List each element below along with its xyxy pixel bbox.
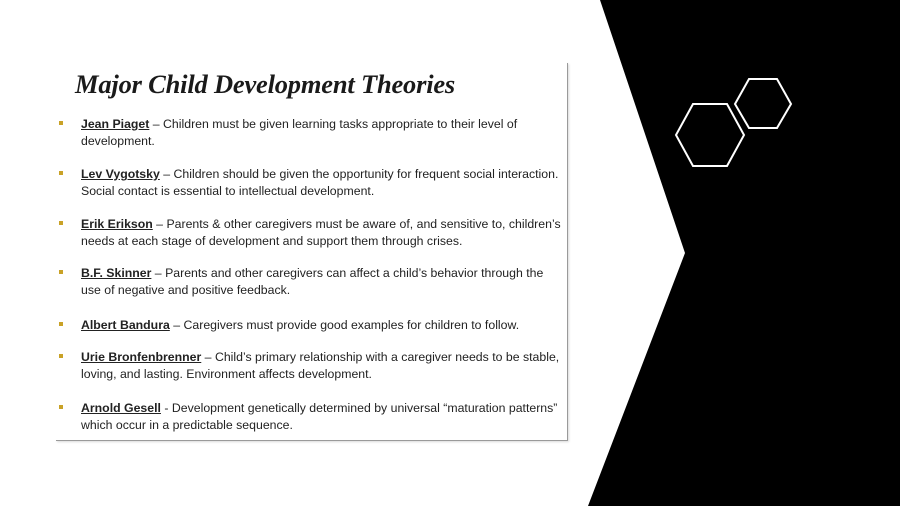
theory-description: Children must be given learning tasks appropriate to their level of development.: [81, 117, 518, 148]
theorist-name: Albert Bandura: [81, 318, 170, 332]
theory-text: [81, 166, 563, 200]
hexagon-outline-icon: [676, 104, 744, 166]
theory-text: [81, 265, 563, 299]
bullet-icon: [59, 121, 63, 125]
theorist-name: Jean Piaget: [81, 117, 150, 131]
theorist-name: B.F. Skinner: [81, 266, 152, 280]
theorist-name: Arnold Gesell: [81, 401, 161, 415]
bullet-icon: [59, 354, 63, 358]
bullet-icon: [59, 171, 63, 175]
theorist-name: Lev Vygotsky: [81, 167, 160, 181]
separator: –: [169, 318, 184, 332]
separator: –: [149, 117, 164, 131]
theory-text: [81, 116, 563, 150]
hexagon-outline-icon: [735, 79, 791, 128]
theorist-name: Erik Erikson: [81, 217, 153, 231]
theory-text: [81, 400, 563, 434]
bullet-icon: [59, 322, 63, 326]
theory-text: [81, 349, 563, 383]
theorist-name: Urie Bronfenbrenner: [81, 350, 202, 364]
slide-title: Major Child Development Theories: [75, 69, 456, 99]
hexagon-decoration: [672, 74, 797, 174]
bullet-icon: [59, 405, 63, 409]
theory-description: Parents & other caregivers must be aware of, and sensitive to, children’s needs at each stage of development and support them through crises.: [81, 217, 561, 248]
separator: -: [160, 401, 172, 415]
theory-description: Child’s primary relationship with a caregiver needs to be stable, loving, and lasting. Environment affects development.: [81, 350, 560, 381]
theory-description: Caregivers must provide good examples for children to follow.: [183, 318, 520, 332]
theory-description: Development genetically determined by universal “maturation patterns” which occur in a predictable sequence.: [81, 401, 558, 432]
separator: –: [151, 266, 166, 280]
theory-text: [81, 216, 563, 250]
theory-description: Parents and other caregivers can affect a child’s behavior through the use of negative and positive feedback.: [81, 266, 544, 297]
bullet-icon: [59, 270, 63, 274]
theory-description: Children should be given the opportunity for frequent social interaction. Social contact is essential to intellectual development.: [81, 167, 559, 198]
separator: –: [201, 350, 215, 364]
bullet-icon: [59, 221, 63, 225]
separator: –: [152, 217, 167, 231]
slide-image: [55, 62, 567, 440]
theory-text: [81, 317, 563, 334]
separator: –: [159, 167, 174, 181]
